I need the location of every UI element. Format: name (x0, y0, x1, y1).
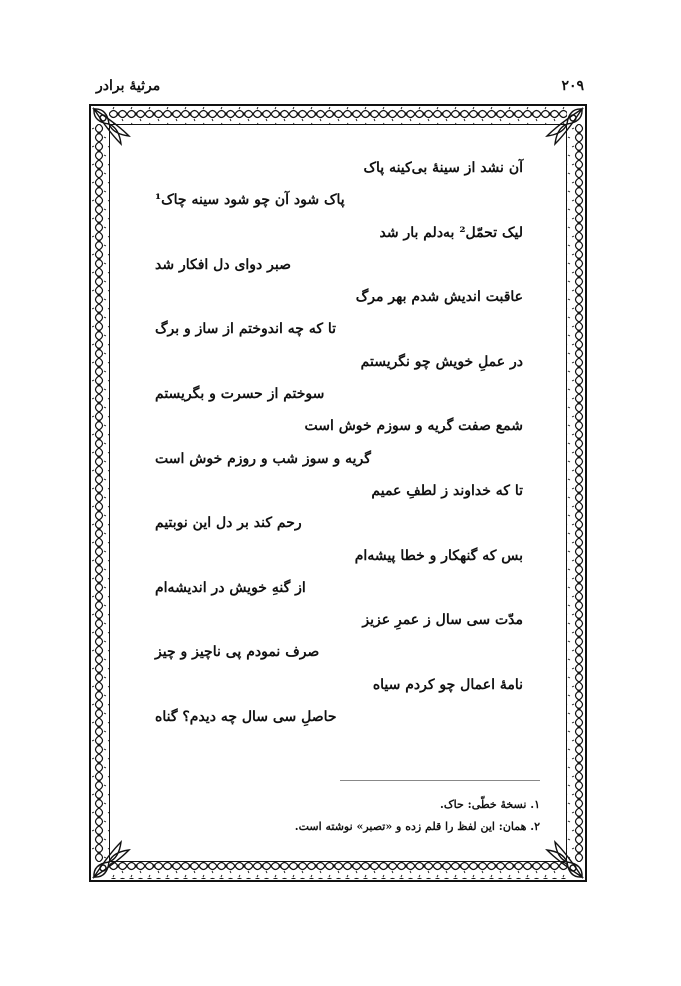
verse-line: رحم کند بر دل این نوبتیم (155, 515, 302, 532)
verse-line: نامهٔ اعمال چو کردم سیاه (372, 676, 523, 693)
verse-line: شمع صفت گریه و سوزم خوش است (304, 418, 523, 435)
verse-line: تا که چه اندوختم از ساز و برگ (155, 321, 337, 338)
footnote-item: ۱. نسخهٔ خطّی: حاک. (440, 798, 540, 811)
verse-line: بس که گنهکار و خطا پیشه‌ام (354, 547, 523, 564)
footnote-item: ۲. همان: این لفظ را قلم زده و «تصبر» نوشته است. (294, 820, 540, 833)
page-number: ۲۰۹ (561, 78, 584, 94)
verse-line: عاقبت اندیش شدم بهر مرگ (355, 289, 523, 306)
verse-line: مدّت سی سال ز عمرِ عزیز (362, 612, 523, 629)
page-header (92, 78, 588, 100)
verse-line: گریه و سوز شب و روزم خوش است (155, 450, 371, 467)
verse-line: در عملِ خویش چو نگریستم (360, 353, 523, 370)
verse-line: حاصلِ سی سال چه دیدم؟ گناه (155, 709, 337, 726)
verse-line: آن نشد از سینهٔ بی‌کینه پاک (363, 160, 523, 176)
poem (155, 152, 523, 733)
verse-line: تا که خداوند ز لطفِ عمیم (371, 482, 523, 499)
verse-line: صبر دوای دل افکار شد (155, 256, 292, 273)
footnotes (294, 794, 540, 838)
verse-line: لیک تحمّل² به‌دلم بار شد (379, 224, 523, 241)
verse-line: از گنهِ خویش در اندیشه‌ام (155, 579, 306, 596)
verse-line: پاک شود آن چو شود سینه چاک¹ (155, 192, 345, 209)
running-title: مرثیهٔ برادر (96, 78, 161, 94)
footnote-divider (340, 780, 540, 781)
verse-line: سوختم از حسرت و بگریستم (155, 386, 325, 403)
verse-line: صرف نمودم پی ناچیز و چیز (155, 644, 320, 661)
